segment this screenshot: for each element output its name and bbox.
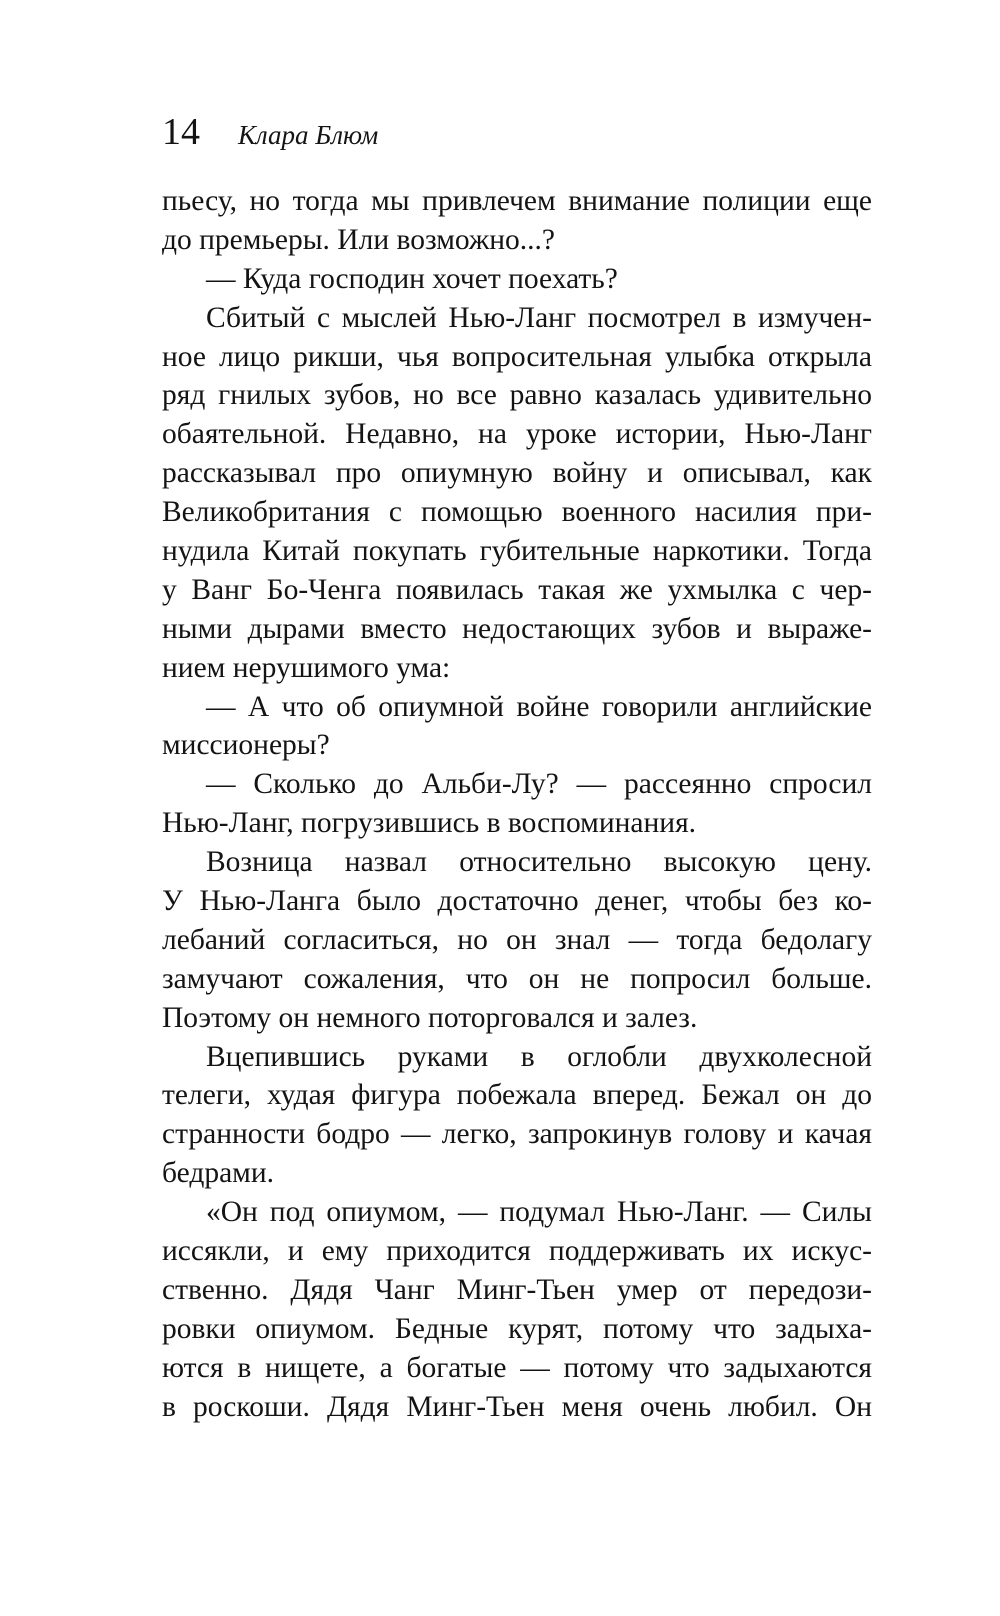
text-line: — Сколько до Альби-Лу? — рассеянно спросил: [206, 768, 872, 801]
text-line: ными дырами вместо недостающих зубов и выраже-: [162, 612, 872, 645]
text-line: иссякли, и ему приходится поддерживать их искус-: [162, 1235, 872, 1268]
text-line: нудила Китай покупать губительные наркотики. Тогда: [162, 535, 872, 568]
text-line: пьесу, но тогда мы привлечем внимание полиции еще: [162, 185, 872, 217]
text-line: Великобритания с помощью военного насилия при-: [162, 496, 872, 529]
text-line: бедрами.: [162, 1157, 275, 1190]
text-line: телеги, худая фигура побежала вперед. Бежал он до: [162, 1079, 872, 1112]
text-line: У Нью-Ланга было достаточно денег, чтобы без ко-: [162, 885, 872, 918]
text-line: рассказывал про опиумную войну и описывал, как: [162, 457, 872, 490]
text-line: ются в нищете, а богатые — потому что задыхаются: [162, 1351, 872, 1384]
text-line: ровки опиумом. Бедные курят, потому что задыха-: [162, 1312, 872, 1345]
text-line: миссионеры?: [162, 729, 330, 762]
text-line: Сбитый с мыслей Нью-Ланг посмотрел в измучен-: [206, 301, 872, 334]
text-line: лебаний согласиться, но он знал — тогда бедолагу: [162, 923, 872, 956]
text-line: странности бодро — легко, запрокинув голову и качая: [162, 1118, 872, 1151]
text-line: у Ванг Бо-Ченга появилась такая же ухмылка с чер-: [162, 573, 872, 606]
text-line: Поэтому он немного поторговался и залез.: [162, 1001, 698, 1034]
text-line: обаятельной. Недавно, на уроке истории, Нью-Ланг: [162, 418, 872, 451]
text-line: «Он под опиумом, — подумал Нью-Ланг. — Силы: [206, 1196, 872, 1229]
page-number: 14: [162, 111, 200, 153]
running-title: Клара Блюм: [238, 120, 379, 150]
text-line: нием нерушимого ума:: [162, 651, 451, 684]
text-line: — Куда господин хочет поехать?: [206, 262, 618, 295]
body-text: [162, 182, 872, 1427]
text-line: — А что об опиумной войне говорили английские: [206, 690, 872, 723]
text-line: замучают сожаления, что он не попросил больше.: [162, 962, 872, 995]
text-line: ственно. Дядя Чанг Минг-Тьен умер от передози-: [162, 1273, 872, 1306]
page-header: [162, 110, 378, 160]
text-line: Вцепившись руками в оглобли двухколесной: [206, 1040, 872, 1073]
text-line: Возница назвал относительно высокую цену.: [206, 846, 872, 879]
text-line: ное лицо рикши, чья вопросительная улыбка открыла: [162, 340, 872, 373]
text-line: до премьеры. Или возможно...?: [162, 223, 556, 256]
text-line: Нью-Ланг, погрузившись в воспоминания.: [162, 807, 697, 840]
text-line: в роскоши. Дядя Минг-Тьен меня очень любил. Он: [162, 1390, 872, 1423]
text-line: ряд гнилых зубов, но все равно казалась удивительно: [162, 379, 872, 412]
